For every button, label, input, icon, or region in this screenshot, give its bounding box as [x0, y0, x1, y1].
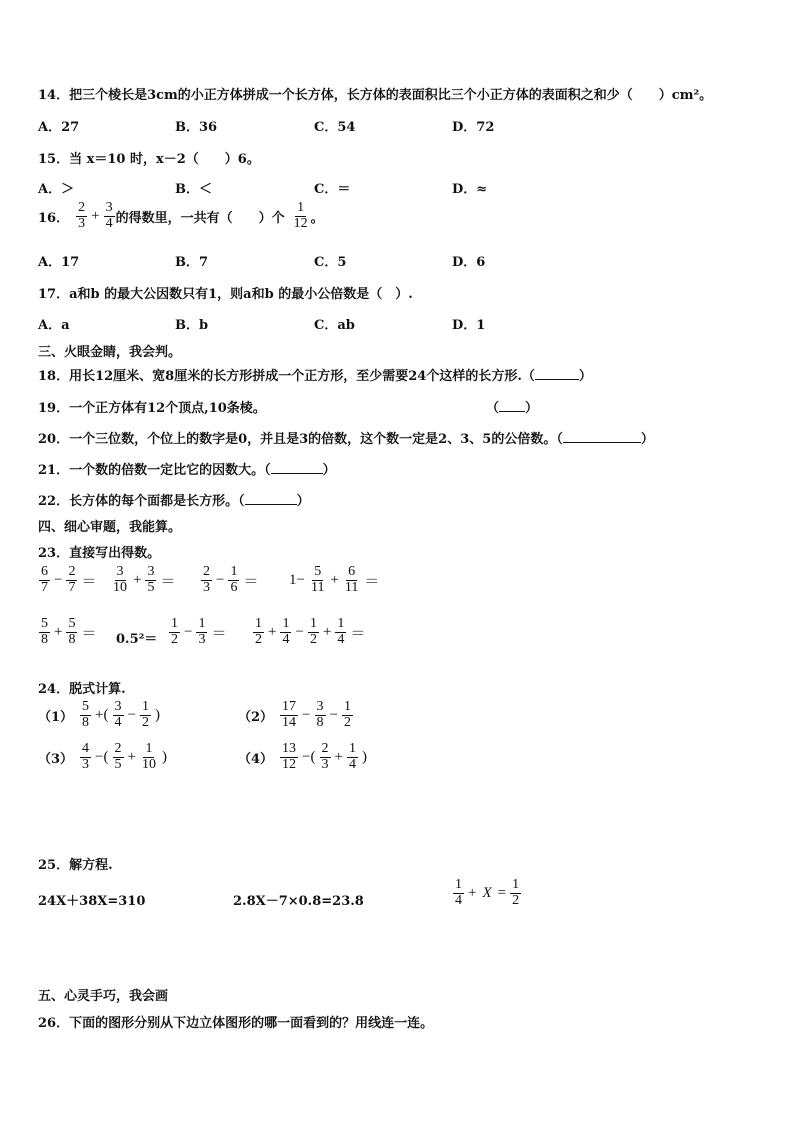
q16-option-a: A．17: [38, 255, 80, 270]
q23-expression-6: 0.5²＝: [116, 632, 158, 647]
q24-problem-4: （4） $\frac{13}{12}$ −( $\frac{2}{3}$ + $\frac{1}{4}$ ): [238, 741, 367, 772]
q16-mid-text: 的得数里，一共有（ ）个: [115, 210, 285, 226]
q17-option-c: C．ab: [314, 318, 355, 333]
q14-option-b: B．36: [175, 120, 218, 135]
question-24-title: 24．脱式计算.: [38, 682, 126, 697]
question-17-text: 17．a和b 的最大公因数只有1，则a和b 的最小公倍数是（ ）.: [38, 287, 413, 302]
q16-option-d: D．6: [452, 255, 486, 270]
q23-expression-5: $\frac{5}{8}$ + $\frac{5}{8}$ ＝: [41, 616, 97, 647]
q17-option-b: B．b: [175, 318, 209, 333]
question-14-text: 14．把三个棱长是3cm的小正方体拼成一个长方体，长方体的表面积比三个小正方体的表面积之和少（ ）cm²。: [38, 88, 713, 103]
q23-expression-4: 1− $\frac{5}{11}$ + $\frac{6}{11}$ ＝: [289, 564, 380, 595]
question-16: 16． $\frac{2}{3}$ + $\frac{3}{4}$ 的得数里，一共有（ ）个 $\frac{1}{12}$ 。: [38, 200, 324, 231]
question-23-title: 23．直接写出得数。: [38, 546, 161, 561]
answer-blank[interactable]: [245, 492, 297, 505]
q15-option-d: D．≈: [452, 182, 488, 197]
q14-option-c: C．54: [314, 120, 356, 135]
q25-equation-3: $\frac{1}{4}$ + X = $\frac{1}{2}$: [455, 877, 520, 908]
question-15-text: 15．当 x＝10 时，x－2（ ）6。: [38, 152, 260, 167]
answer-blank[interactable]: [499, 399, 525, 412]
q23-expression-1: $\frac{6}{7}$ − $\frac{2}{7}$ ＝: [41, 564, 97, 595]
answer-blank[interactable]: [535, 367, 579, 380]
q15-option-c: C．＝: [314, 182, 351, 197]
question-25-title: 25．解方程.: [38, 858, 113, 873]
question-19-text: 19．一个正方体有12个顶点,10条棱。: [38, 401, 266, 416]
section-3-heading: 三、火眼金睛，我会判。: [38, 345, 182, 360]
answer-blank[interactable]: [563, 430, 641, 443]
question-19-answer: （ ）: [486, 401, 539, 416]
question-20: 20．一个三位数，个位上的数字是0，并且是3的倍数，这个数一定是2、3、5的公倍数。（ ）: [38, 432, 654, 447]
section-4-heading: 四、细心审题，我能算。: [38, 520, 182, 535]
question-26-text: 26．下面的图形分别从下边立体图形的哪一面看到的？用线连一连。: [38, 1016, 434, 1031]
q23-expression-7: $\frac{1}{2}$ − $\frac{1}{3}$ ＝: [171, 616, 227, 647]
q16-option-c: C．5: [314, 255, 347, 270]
q24-problem-1: （1） $\frac{5}{8}$ +( $\frac{3}{4}$ − $\frac{1}{2}$ ): [38, 699, 160, 730]
q14-option-a: A．27: [38, 120, 80, 135]
section-5-heading: 五、心灵手巧，我会画: [38, 989, 169, 1004]
question-18: 18．用长12厘米、宽8厘米的长方形拼成一个正方形，至少需要24个这样的长方形.（ ）: [38, 369, 592, 384]
q16-option-b: B．7: [175, 255, 209, 270]
q16-number: 16．: [38, 210, 70, 226]
question-21: 21．一个数的倍数一定比它的因数大。（ ）: [38, 463, 336, 478]
q23-expression-8: $\frac{1}{2}$ + $\frac{1}{4}$ − $\frac{1}{2}$ + $\frac{1}{4}$ ＝: [255, 616, 366, 647]
fraction: $\frac{1}{12}$: [293, 200, 308, 231]
q24-problem-3: （3） $\frac{4}{3}$ −( $\frac{2}{5}$ + $\frac{1}{10}$ ): [38, 741, 167, 772]
q15-option-b: B．＜: [175, 182, 212, 197]
q15-option-a: A．＞: [38, 182, 75, 197]
answer-blank[interactable]: [271, 461, 323, 474]
q17-option-a: A．a: [38, 318, 70, 333]
q14-option-d: D．72: [452, 120, 495, 135]
q24-problem-2: （2） $\frac{17}{14}$ − $\frac{3}{8}$ − $\frac{1}{2}$: [238, 699, 351, 730]
q25-equation-1: 24X＋38X=310: [38, 894, 146, 909]
question-22: 22．长方体的每个面都是长方形。（ ）: [38, 494, 310, 509]
q17-option-d: D．1: [452, 318, 486, 333]
fraction: $\frac{2}{3}$: [78, 200, 86, 231]
q25-equation-2: 2.8X－7×0.8=23.8: [233, 894, 364, 909]
q23-expression-2: $\frac{3}{10}$ + $\frac{3}{5}$ ＝: [113, 564, 176, 595]
fraction: $\frac{3}{4}$: [105, 200, 113, 231]
q23-expression-3: $\frac{2}{3}$ − $\frac{1}{6}$ ＝: [203, 564, 259, 595]
